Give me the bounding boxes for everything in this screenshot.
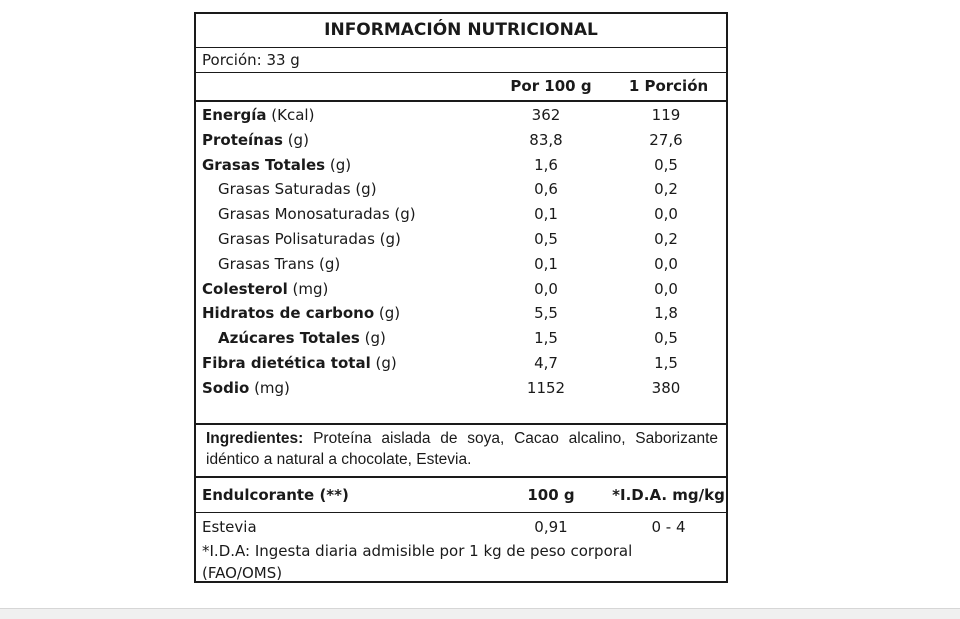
- sweetener-header-name: Endulcorante (**): [202, 486, 349, 504]
- ingredients-divider-bottom: [196, 476, 726, 478]
- nutrient-name: Grasas Saturadas (g): [218, 180, 377, 199]
- nutrient-per100: 0,1: [534, 205, 558, 224]
- nutrient-row-hidratos: [196, 301, 726, 326]
- nutrient-portion: 1,8: [654, 304, 678, 323]
- nutrient-row-sodio: [196, 376, 726, 401]
- nutrient-row-grasas-trans: [196, 252, 726, 277]
- nutrient-portion: 0,2: [654, 180, 678, 199]
- nutrient-name: Grasas Totales (g): [202, 155, 352, 174]
- nutrient-per100: 1,5: [534, 329, 558, 348]
- bottom-strip: [0, 608, 960, 619]
- nutrient-portion: 0,5: [654, 155, 678, 174]
- ida-footnote: *I.D.A: Ingesta diaria admisible por 1 kg de peso corporal (FAO/OMS): [202, 542, 633, 582]
- nutrient-row-grasas-totales: [196, 153, 726, 178]
- header-divider: [196, 100, 726, 102]
- nutrient-row-grasas-monosaturadas: [196, 202, 726, 227]
- nutrient-name: Proteínas (g): [202, 130, 309, 149]
- sweetener-name: Estevia: [202, 518, 257, 536]
- sweetener-per100: 0,91: [534, 518, 568, 536]
- nutrient-name: Hidratos de carbono (g): [202, 304, 401, 323]
- portion-size: Porción: 33 g: [196, 47, 726, 73]
- ingredients-text: [206, 428, 718, 470]
- ingredients-list: Proteína aislada de soya, Cacao alcalino, Saborizante idéntico a natural a chocolate, Estevia.: [206, 430, 718, 468]
- nutrient-name: Azúcares Totales (g): [218, 329, 386, 348]
- nutrient-per100: 0,5: [534, 230, 558, 248]
- sweetener-header-per100: 100 g: [527, 486, 575, 504]
- nutrition-label: [194, 12, 728, 583]
- nutrient-name: Fibra dietética total (g): [202, 354, 397, 372]
- column-header-per-portion: 1 Porción: [628, 77, 709, 95]
- nutrient-portion: 119: [651, 106, 681, 124]
- nutrient-row-fibra: [196, 351, 726, 376]
- ingredients-divider-top: [196, 423, 726, 425]
- nutrient-name: Sodio (mg): [202, 378, 290, 397]
- nutrient-name: Grasas Monosaturadas (g): [218, 205, 416, 224]
- nutrient-per100: 4,7: [534, 354, 558, 372]
- sweetener-header-ida: *I.D.A. mg/kg: [612, 486, 725, 504]
- column-header-per-100g: Por 100 g: [510, 77, 592, 95]
- nutrient-portion: 0,5: [654, 329, 678, 348]
- nutrient-row-proteinas: [196, 128, 726, 153]
- nutrient-portion: 0,2: [654, 230, 678, 248]
- nutrient-row-colesterol: [196, 277, 726, 302]
- nutrient-name: Energía (Kcal): [202, 106, 315, 124]
- nutrient-row-grasas-saturadas: [196, 177, 726, 202]
- nutrient-portion: 380: [651, 378, 681, 397]
- nutrient-per100: 362: [531, 106, 561, 124]
- ingredients-label: Ingredientes:: [206, 430, 304, 447]
- nutrient-per100: 1152: [526, 378, 566, 397]
- label-title: INFORMACIÓN NUTRICIONAL: [196, 14, 726, 48]
- nutrient-name: Colesterol (mg): [202, 279, 329, 298]
- nutrient-portion: 1,5: [654, 354, 678, 372]
- nutrient-per100: 0,1: [534, 254, 558, 273]
- nutrient-portion: 0,0: [654, 279, 678, 298]
- nutrient-per100: 83,8: [529, 130, 563, 149]
- nutrient-row-azucares: [196, 326, 726, 351]
- sweetener-ida: 0 - 4: [651, 518, 686, 536]
- nutrient-per100: 5,5: [534, 304, 558, 323]
- nutrient-name: Grasas Polisaturadas (g): [218, 230, 401, 248]
- nutrient-per100: 0,0: [534, 279, 558, 298]
- nutrient-per100: 0,6: [534, 180, 558, 199]
- nutrient-row-grasas-polisaturadas: [196, 227, 726, 252]
- nutrient-portion: 27,6: [649, 130, 683, 149]
- nutrient-name: Grasas Trans (g): [218, 254, 341, 273]
- nutrient-row-energia: [196, 103, 726, 128]
- sweetener-divider: [196, 512, 726, 513]
- nutrient-portion: 0,0: [654, 205, 678, 224]
- nutrient-portion: 0,0: [654, 254, 678, 273]
- nutrient-per100: 1,6: [534, 155, 558, 174]
